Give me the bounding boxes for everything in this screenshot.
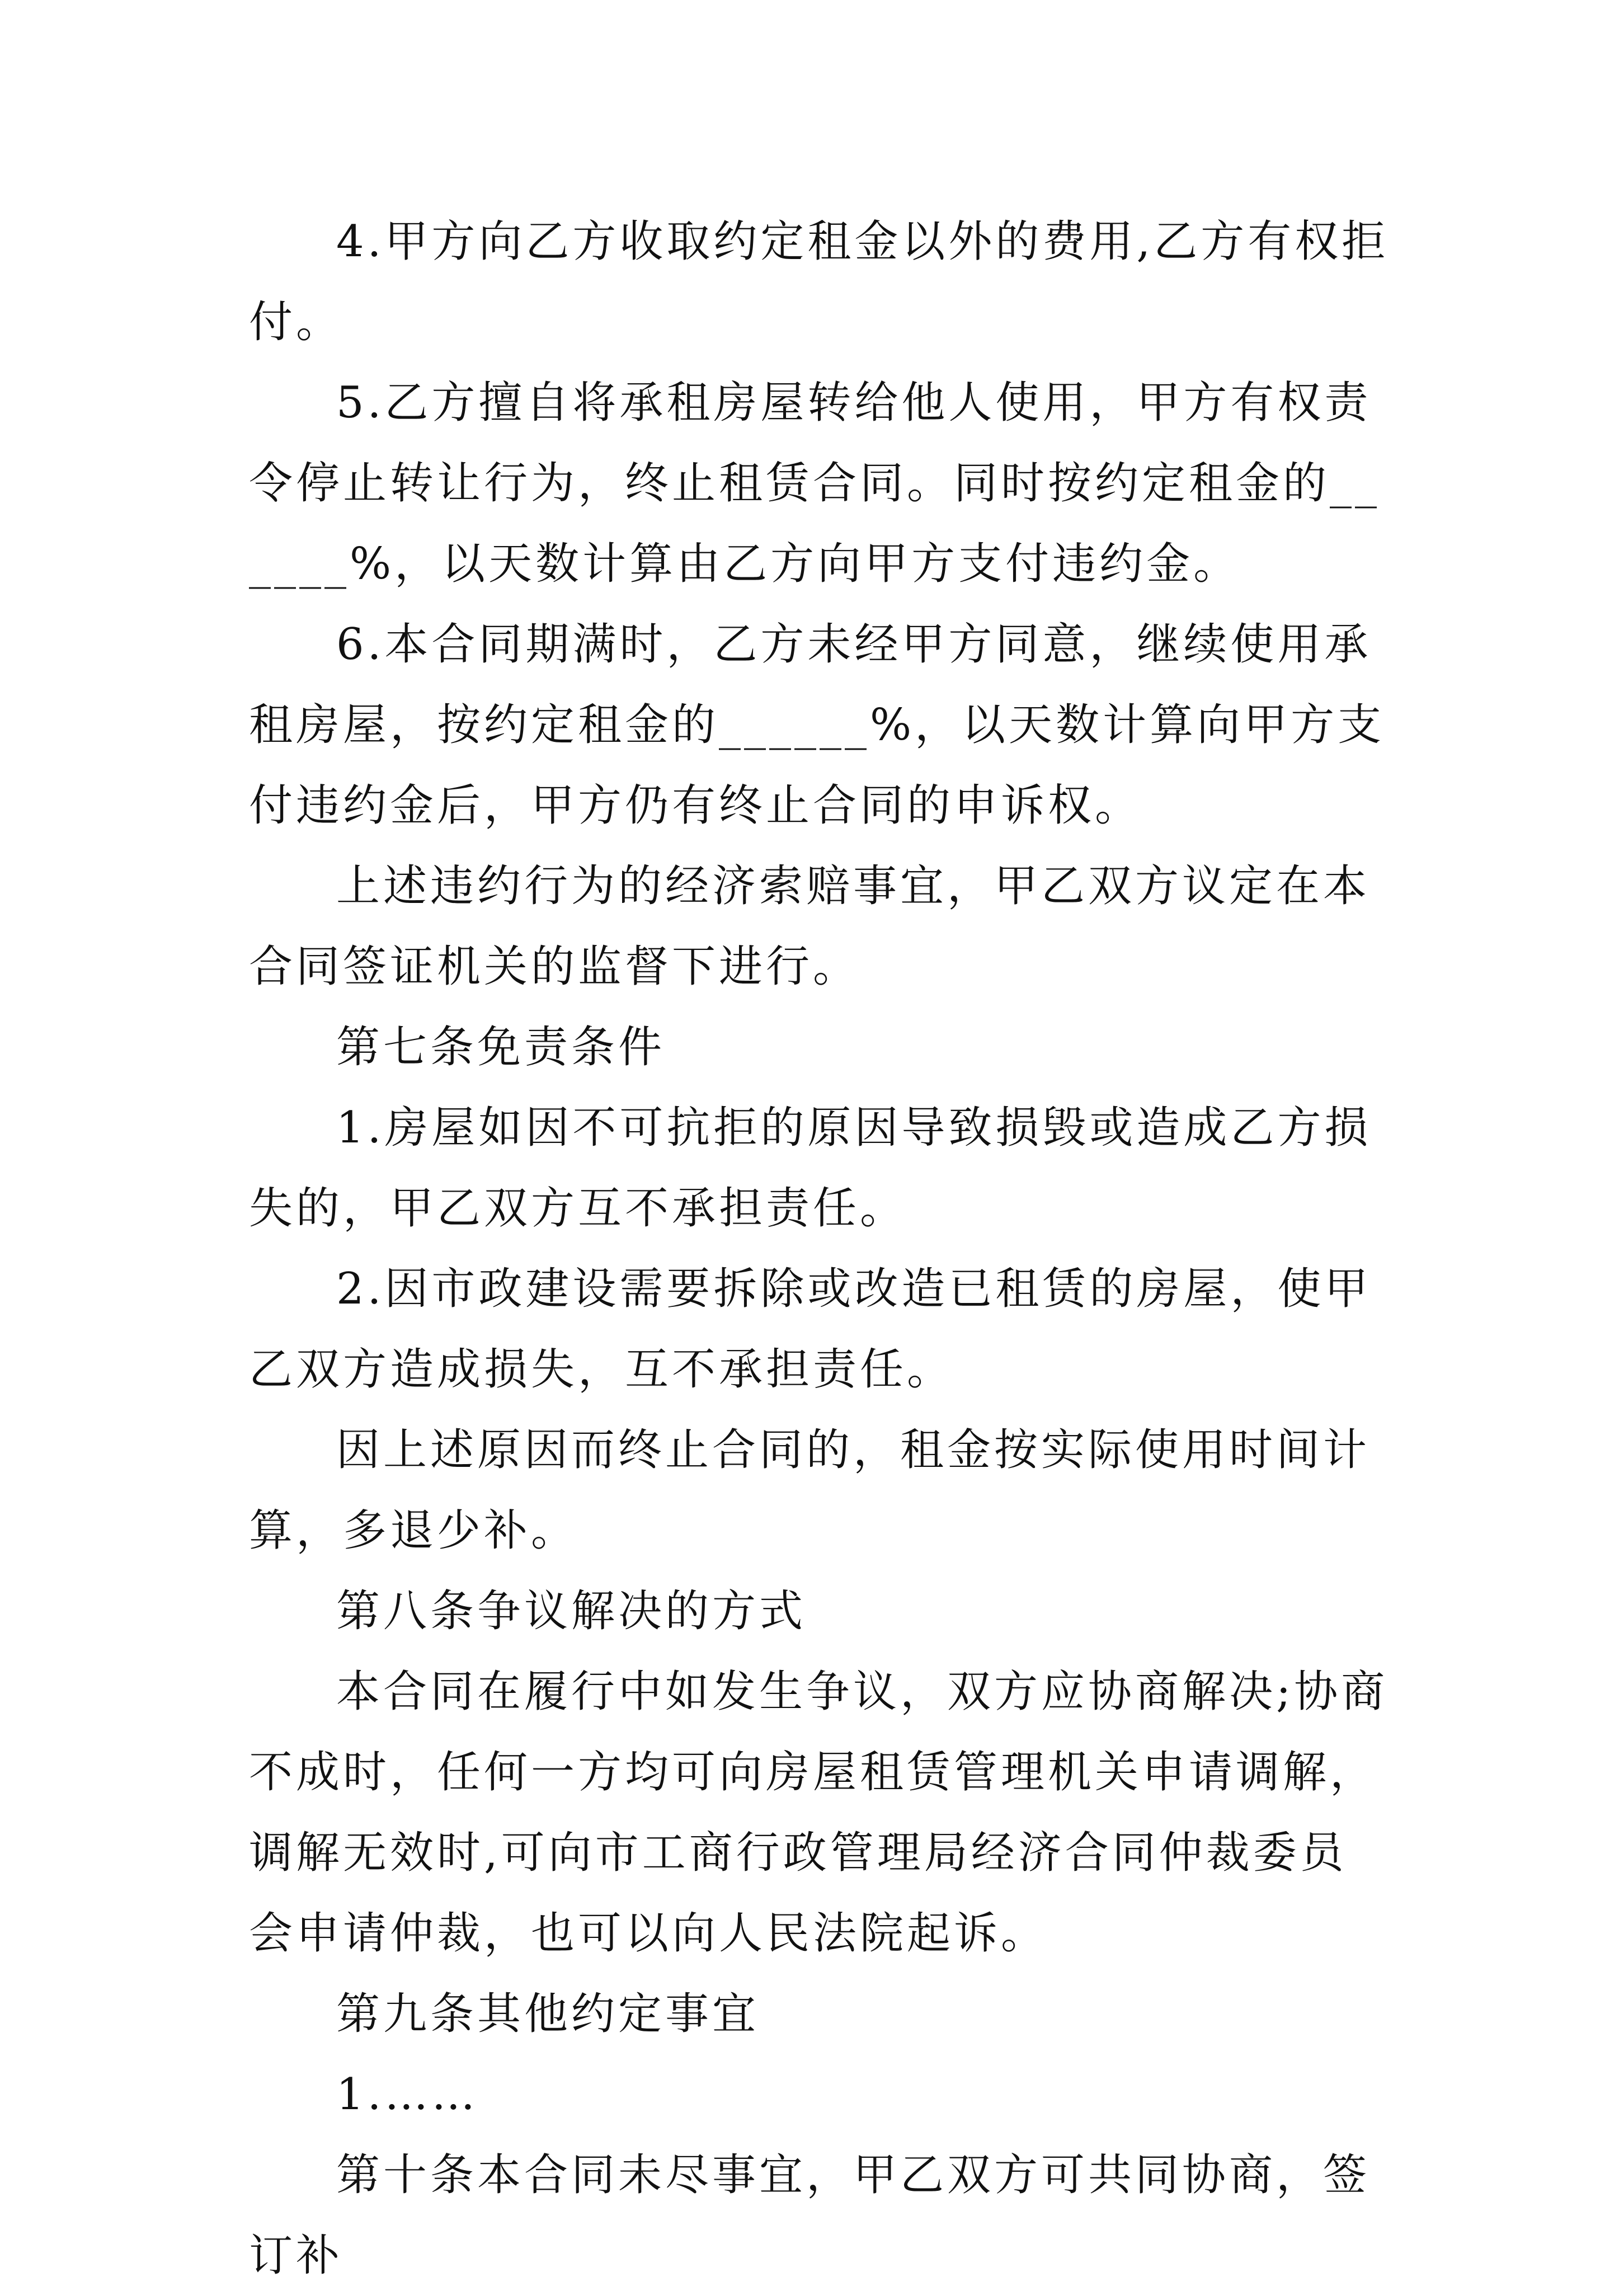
paragraph-clause-5: 5.乙方擅自将承租房屋转给他人使用，甲方有权责令停止转让行为，终止租赁合同。同时按约定租金的______%，以天数计算由乙方向甲方支付违约金。: [249, 378, 1381, 589]
paragraph-exemption-1: 1.房屋如因不可抗拒的原因导致损毁或造成乙方损失的，甲乙双方互不承担责任。: [249, 1103, 1372, 1234]
document-body: [249, 201, 1390, 2296]
paragraph-exemption-2: 2.因市政建设需要拆除或改造已租赁的房屋，使甲乙双方造成损失，互不承担责任。: [249, 1264, 1372, 1395]
heading-article-8: 第八条争议解决的方式: [336, 1586, 807, 1636]
paragraph-other-item-1: 1.……: [336, 2069, 479, 2120]
heading-article-9: 第九条其他约定事宜: [336, 1989, 760, 2039]
paragraph-clause-6: 6.本合同期满时，乙方未经甲方同意，继续使用承租房屋，按约定租金的______%，以天数计算向甲方支付违约金后，甲方仍有终止合同的申诉权。: [249, 619, 1385, 831]
paragraph-breach-claims: 上述违约行为的经济索赔事宜，甲乙双方议定在本合同签证机关的监督下进行。: [249, 861, 1371, 992]
paragraph-dispute-resolution: 本合同在履行中如发生争议，双方应协商解决;协商不成时，任何一方均可向房屋租赁管理机关申请调解，调解无效时,可向市工商行政管理局经济合同仲裁委员会申请仲裁，也可以向人民法院起诉。: [249, 1667, 1389, 1959]
paragraph-article-10: 第十条本合同未尽事宜，甲乙双方可共同协商，签订补: [249, 2150, 1371, 2281]
paragraph-rent-settlement: 因上述原因而终止合同的，租金按实际使用时间计算，多退少补。: [249, 1425, 1371, 1556]
paragraph-clause-4: 4.甲方向乙方收取约定租金以外的费用,乙方有权拒付。: [249, 217, 1389, 347]
heading-article-7: 第七条免责条件: [336, 1022, 666, 1072]
